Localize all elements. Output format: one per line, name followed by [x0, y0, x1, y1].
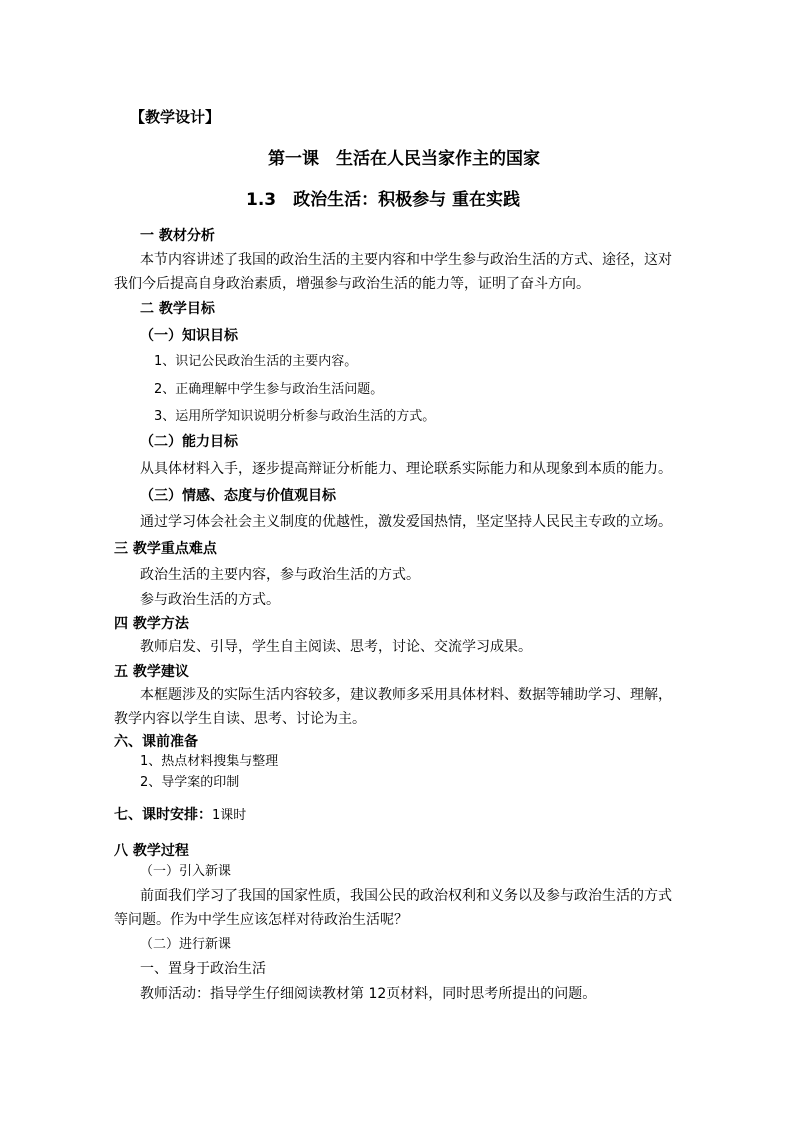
section-heading: 四 教学方法 — [114, 616, 189, 632]
section-heading: 一 教材分析 — [140, 228, 215, 244]
subsection-heading: （一）引入新课 — [140, 864, 232, 879]
paragraph-line: 教师启发、引导，学生自主阅读、思考，讨论、交流学习成果。 — [140, 639, 532, 655]
section-heading: 六、课前准备 — [114, 734, 198, 750]
schedule-line — [114, 806, 246, 825]
list-item: 1、热点材料搜集与整理 — [140, 754, 279, 769]
paragraph-line: 从具体材料入手，逐步提高辩证分析能力、理论联系实际能力和从现象到本质的能力。 — [140, 461, 672, 477]
paragraph-line: 教师活动：指导学生仔细阅读教材第 12页材料，同时思考所提出的问题。 — [140, 986, 597, 1002]
lesson-title: 第一课 生活在人民当家作主的国家 — [268, 149, 540, 169]
list-item: 2、导学案的印制 — [140, 775, 240, 790]
section-heading: 二 教学目标 — [140, 301, 215, 317]
list-item: 3、运用所学知识说明分析参与政治生活的方式。 — [154, 409, 436, 424]
paragraph-line: 教学内容以学生自读、思考、讨论为主。 — [114, 711, 366, 727]
paragraph-line: 我们今后提高自身政治素质，增强参与政治生活的能力等，证明了奋斗方向。 — [114, 276, 590, 292]
paragraph-line: 本节内容讲述了我国的政治生活的主要内容和中学生参与政治生活的方式、途径，这对 — [140, 252, 672, 268]
paragraph-line: 参与政治生活的方式。 — [140, 592, 280, 608]
section-heading: 七、课时安排： — [114, 807, 212, 823]
subsection-heading: （二）进行新课 — [140, 937, 232, 952]
paragraph-line: 前面我们学习了我国的国家性质，我国公民的政治权利和义务以及参与政治生活的方式 — [140, 888, 672, 904]
paragraph-line: 一、置身于政治生活 — [140, 961, 266, 977]
section-heading: 八 教学过程 — [114, 843, 189, 859]
subsection-heading: （二）能力目标 — [140, 434, 238, 450]
schedule-value: 1课时 — [212, 808, 247, 823]
paragraph-line: 本框题涉及的实际生活内容较多，建议教师多采用具体材料、数据等辅助学习、理解， — [140, 687, 672, 703]
list-item: 1、识记公民政治生活的主要内容。 — [154, 354, 358, 369]
subsection-heading: （三）情感、态度与价值观目标 — [140, 488, 336, 504]
section-heading: 五 教学建议 — [114, 664, 189, 680]
section-title: 1.3 政治生活：积极参与 重在实践 — [246, 190, 521, 210]
list-item: 2、正确理解中学生参与政治生活问题。 — [154, 382, 384, 397]
paragraph-line: 通过学习体会社会主义制度的优越性，激发爱国热情，坚定坚持人民民主专政的立场。 — [140, 514, 672, 530]
subsection-heading: （一）知识目标 — [140, 328, 238, 344]
section-heading: 三 教学重点难点 — [114, 541, 217, 557]
paragraph-line: 等问题。作为中学生应该怎样对待政治生活呢？ — [114, 912, 408, 928]
paragraph-line: 政治生活的主要内容，参与政治生活的方式。 — [140, 567, 420, 583]
design-tag: 【教学设计】 — [130, 108, 221, 126]
